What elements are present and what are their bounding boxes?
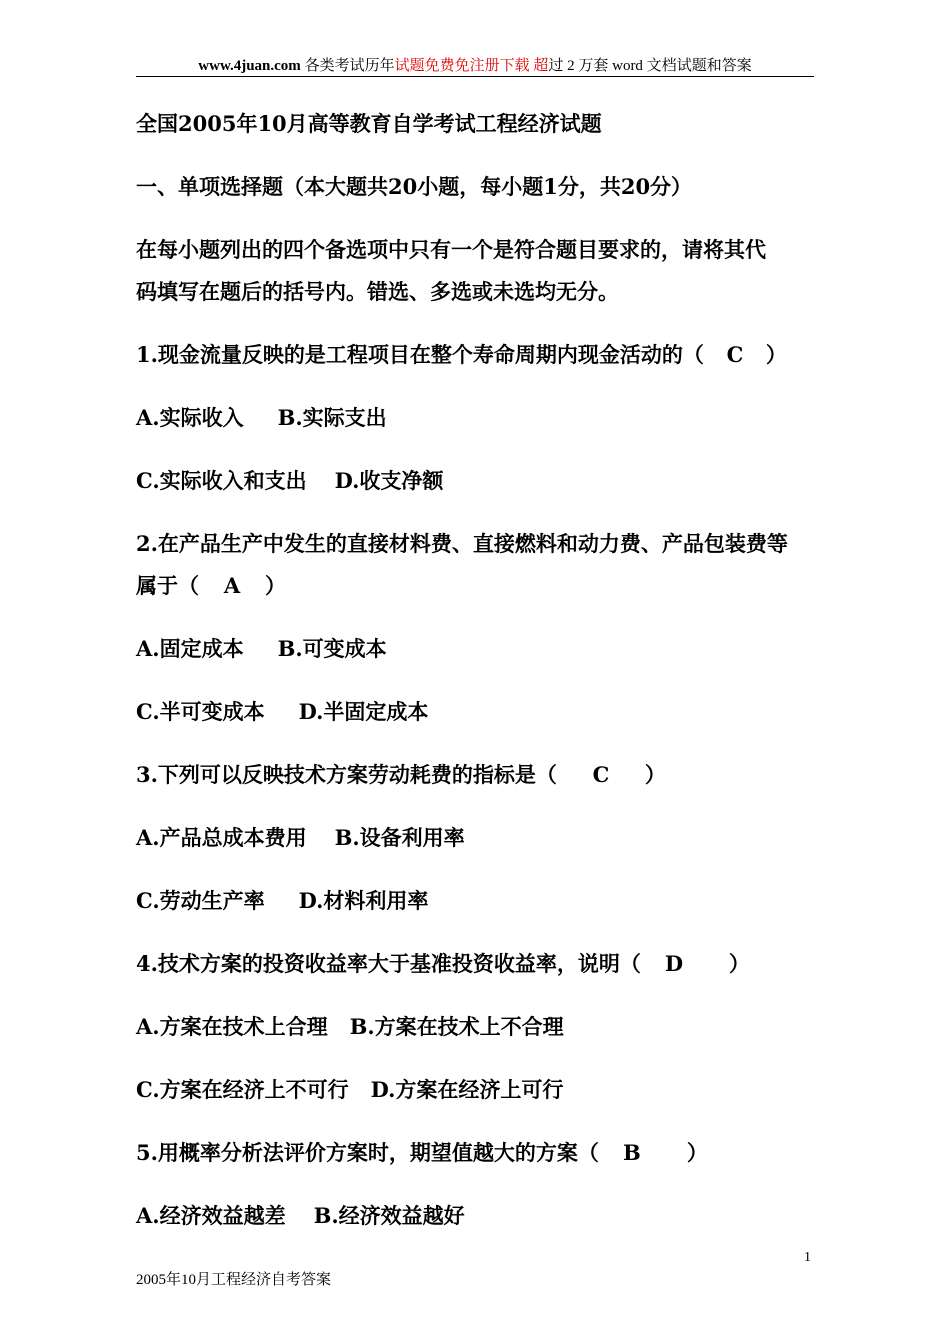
- question-4-options-a-b: [136, 1006, 826, 1048]
- header-highlight-1[interactable]: 试题免费免注册下载: [394, 58, 530, 74]
- option-5a: A.经济效益越差: [136, 1203, 286, 1228]
- question-5: [136, 1132, 826, 1174]
- page-footer: 2005年10月工程经济自考答案: [136, 1272, 332, 1288]
- option-2c: C.半可变成本: [136, 699, 265, 724]
- question-2-answer: A: [223, 573, 241, 598]
- option-3b: B.设备利用率: [334, 825, 465, 850]
- question-1-options-c-d: [136, 460, 826, 502]
- question-2-options-c-d: [136, 691, 826, 733]
- option-3d: D.材料利用率: [298, 888, 429, 913]
- option-2b: B.可变成本: [277, 636, 387, 661]
- document-body: [136, 103, 826, 1237]
- option-4b: B.方案在技术上不合理: [349, 1014, 564, 1039]
- header-text-1: 各类考试历年: [300, 58, 395, 74]
- question-5-stem: 5.用概率分析法评价方案时，期望值越大的方案（: [136, 1140, 599, 1165]
- question-4-stem: 4.技术方案的投资收益率大于基准投资收益率，说明（: [136, 951, 641, 976]
- question-2-options-a-b: [136, 628, 826, 670]
- question-1-answer: C: [726, 342, 744, 367]
- question-1: [136, 334, 826, 376]
- question-4-answer: D: [664, 951, 684, 976]
- instructions-line-2: 码填写在题后的括号内。错选、多选或未选均无分。: [136, 279, 619, 304]
- question-4-options-c-d: [136, 1069, 826, 1111]
- question-3-options-c-d: [136, 880, 826, 922]
- question-1-options-a-b: [136, 397, 826, 439]
- option-3a: A.产品总成本费用: [136, 825, 307, 850]
- question-3-options-a-b: [136, 817, 826, 859]
- question-1-close: ）: [765, 342, 787, 367]
- question-3-answer: C: [592, 762, 610, 787]
- section-heading: 一、单项选择题（本大题共20小题，每小题1分，共20分）: [136, 174, 693, 199]
- option-3c: C.劳动生产率: [136, 888, 265, 913]
- question-3: [136, 754, 826, 796]
- option-1b: B.实际支出: [277, 405, 387, 430]
- question-3-stem: 3.下列可以反映技术方案劳动耗费的指标是（: [136, 762, 557, 787]
- page-header: [136, 56, 814, 76]
- document-title: 全国2005年10月高等教育自学考试工程经济试题: [136, 111, 602, 136]
- instructions-line-1: 在每小题列出的四个备选项中只有一个是符合题目要求的，请将其代: [136, 237, 766, 262]
- question-2-stem-line-2: 属于（: [136, 573, 199, 598]
- option-4c: C.方案在经济上不可行: [136, 1077, 349, 1102]
- option-5b: B.经济效益越好: [313, 1203, 465, 1228]
- option-1a: A.实际收入: [136, 405, 244, 430]
- question-4-close: ）: [728, 951, 750, 976]
- option-1c: C.实际收入和支出: [136, 468, 307, 493]
- option-1d: D.收支净额: [334, 468, 444, 493]
- question-2-close: ）: [265, 573, 286, 598]
- page-number: 1: [804, 1250, 811, 1265]
- question-4: [136, 943, 826, 985]
- header-rule: [136, 76, 814, 77]
- option-2d: D.半固定成本: [298, 699, 429, 724]
- option-4a: A.方案在技术上合理: [136, 1014, 328, 1039]
- site-url[interactable]: www.4juan.com: [198, 58, 301, 74]
- header-highlight-2[interactable]: 超: [533, 58, 549, 74]
- header-text-3: 过 2 万套 word 文档试题和答案: [548, 58, 752, 74]
- question-2: [136, 565, 826, 607]
- question-2-stem-line-1: 2.在产品生产中发生的直接材料费、直接燃料和动力费、产品包装费等: [136, 531, 788, 556]
- question-3-close: ）: [644, 762, 666, 787]
- option-4d: D.方案在经济上可行: [370, 1077, 564, 1102]
- option-2a: A.固定成本: [136, 636, 244, 661]
- question-5-options-a-b: [136, 1195, 826, 1237]
- question-5-close: ）: [686, 1140, 708, 1165]
- question-1-stem: 1.现金流量反映的是工程项目在整个寿命周期内现金活动的（: [136, 342, 704, 367]
- question-5-answer: B: [623, 1140, 641, 1165]
